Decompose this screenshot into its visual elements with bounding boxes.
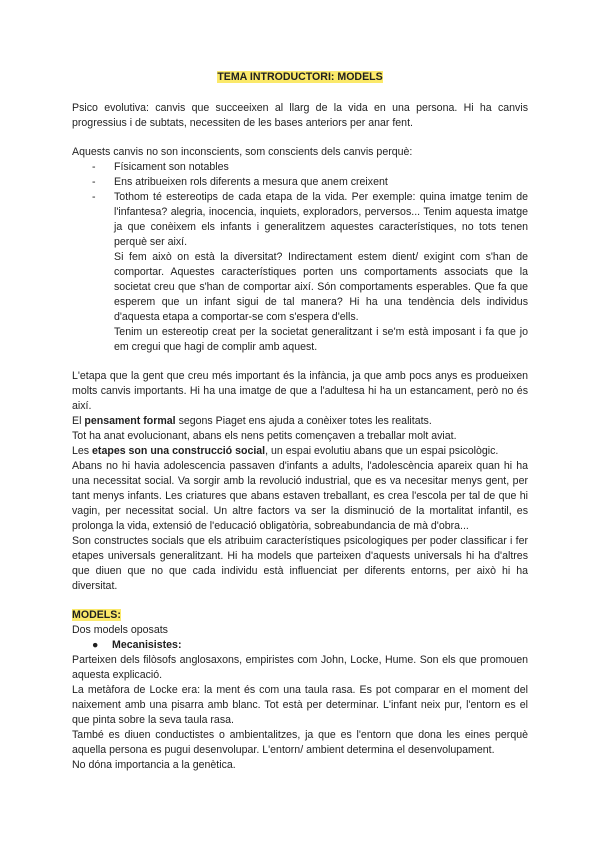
- text-run: , un espai evolutiu abans que un espai psicològic.: [265, 445, 499, 457]
- adolescence-paragraph: Abans no hi havia adolescencia passaven d'infants a adults, l'adolescència apareix quan hi ha una necessitat social. Va sorgir amb la revolució industrial, que es va necesitar menys gent, per tant menys infants. Les criatures que abans estaven treballant, es crea l'escola per tal de que hi vagin, per necessitat social. Un altre factors va ser la disminució de la mortalitat infantil, es prolonga la vida, extensió de l'educació obligatòria, sobreabundancia de mà d'obra...: [72, 460, 528, 532]
- dash-marker: -: [92, 161, 96, 173]
- list-item: [92, 175, 528, 190]
- models-intro: Dos models oposats: [72, 624, 168, 636]
- models-heading: [72, 608, 528, 623]
- mecanicists-paragraph: Parteixen dels filòsofs anglosaxons, empiristes com John, Locke, Hume. Son els que promouen aquesta explicació.: [72, 654, 528, 681]
- changes-intro: Aquests canvis no son inconscients, som conscients dels canvis perquè:: [72, 146, 413, 158]
- title-highlight: TEMA INTRODUCTORI: MODELS: [217, 71, 383, 83]
- text-run: segons Piaget ens ajuda a conèixer totes les realitats.: [175, 415, 432, 427]
- models-heading-text: MODELS:: [72, 609, 121, 621]
- list-item-continuation: Si fem això on està la diversitat? Indirectament estem dient/ exigint com s'han de comportar. Aquestes característiques porten uns comportaments associats que la societat creu que s'han de comportar així. Són comportaments esperables. Que fa que esperem que un infant sigui de tal manera? Hi ha una tendència dels individus d'aquesta etapa a comportar-se com s'espera d'ells.: [114, 251, 528, 323]
- models-list: [72, 638, 528, 653]
- list-item-text: Tothom té estereotips de cada etapa de la vida. Per exemple: quina imatge tenim de l'infantesa? alegria, inocencia, inquiets, exploradors, perversos... Tenim aquesta imatge ja que conèixem els infants i generalitzem aquestes característiques, no tots tenen perquè ser així.: [114, 191, 528, 248]
- awareness-list: [72, 160, 528, 355]
- list-item-text: Físicament son notables: [114, 161, 229, 173]
- list-item: [92, 190, 528, 355]
- text-run: Les: [72, 445, 93, 457]
- conductists-paragraph: També es diuen conductistes o ambientalitzes, ja que es l'entorn que dona les eines perquè aquella persona es pugui desenvolupar. L'entorn/ ambient determina el desenvolupament.: [72, 729, 528, 756]
- genetics-line: No dóna importancia a la genètica.: [72, 759, 236, 771]
- formal-thought-line: [72, 414, 528, 429]
- stages-line: [72, 444, 528, 459]
- intro-paragraph: Psico evolutiva: canvis que succeeixen al llarg de la vida en una persona. Hi ha canvis progressius i de subtats, necessiten de les bases anteriors per anar fent.: [72, 102, 528, 129]
- bullet-dot-icon: ●: [92, 639, 99, 651]
- dash-marker: -: [92, 176, 96, 188]
- text-run: El: [72, 415, 85, 427]
- list-item-text: Mecanisistes:: [112, 639, 182, 651]
- bold-term: etapes son una construcció social: [92, 445, 266, 457]
- page-title: [72, 70, 528, 85]
- list-item: [92, 638, 528, 653]
- constructs-paragraph: Son constructes socials que els atribuim característiques psicologiques per poder classificar i fer etapes universals generalitzant. Hi ha models que parteixen d'aquests universals hi ha d'altres que diuen que no que cada individu està influenciat per diferents entorns, per això hi ha diversitat.: [72, 535, 528, 592]
- stage-paragraph: L'etapa que la gent que creu més important és la infància, ja que amb pocs anys es produeixen molts canvis importants. Hi ha una imatge de que a l'adultesa hi ha un estancament, però no és així.: [72, 370, 528, 412]
- document-body: [72, 70, 528, 773]
- bold-term: pensament formal: [84, 415, 176, 427]
- list-item-text: Ens atribueixen rols diferents a mesura que anem creixent: [114, 176, 388, 188]
- list-item: [92, 160, 528, 175]
- list-item-continuation: Tenim un estereotip creat per la societat generalitzant i se'm està imposant i fa que jo em cregui que hagi de complir amb aquest.: [114, 326, 528, 353]
- dash-marker: -: [92, 191, 96, 203]
- locke-paragraph: La metàfora de Locke era: la ment és com una taula rasa. Es pot comparar en el moment del naixement amb una pisarra amb blanc. Tot està per determinar. L'infant neix pur, l'entorn es el que pinta sobre la seva taula rasa.: [72, 684, 528, 726]
- evolving-line: Tot ha anat evolucionant, abans els nens petits començaven a treballar molt aviat.: [72, 430, 457, 442]
